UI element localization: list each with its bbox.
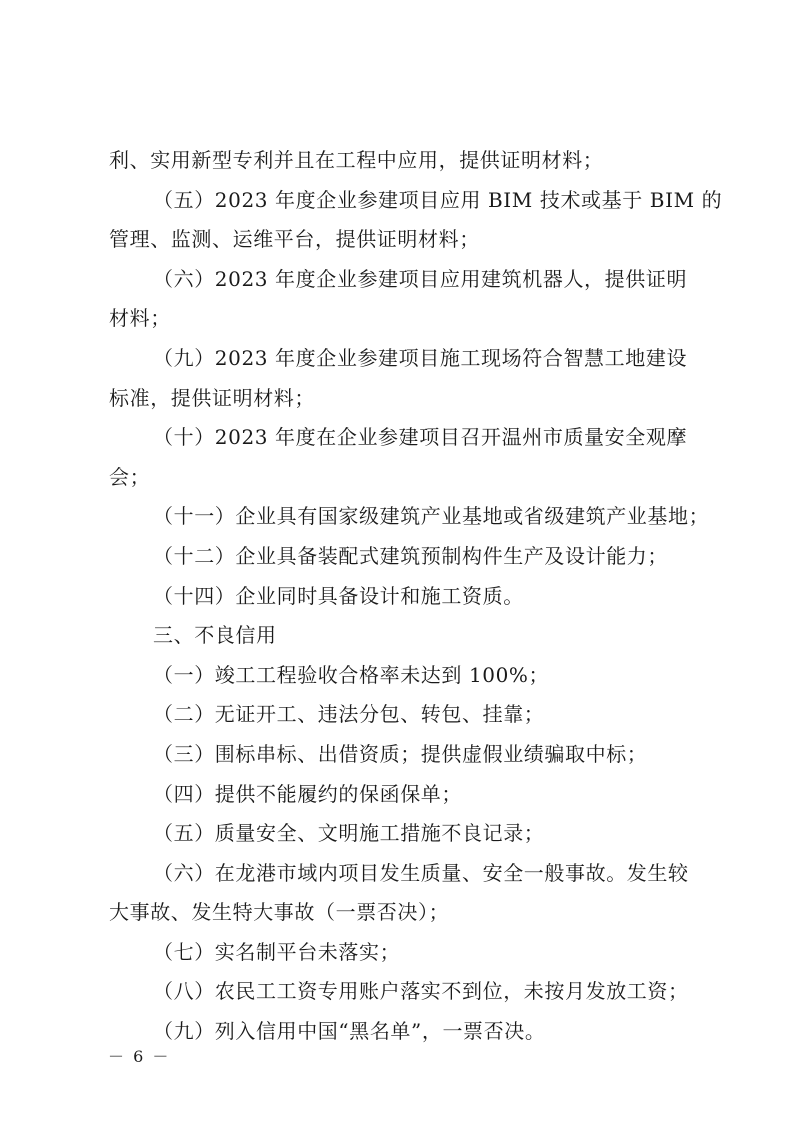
text-line-item-6-robot: （六）2023 年度企业参建项目应用建筑机器人，提供证明: [153, 266, 688, 291]
text-line-item-14-qualification: （十四）企业同时具备设计和施工资质。: [153, 583, 524, 608]
text-line-bad-credit-4: （四）提供不能履约的保函保单；: [153, 781, 462, 806]
text-line-item-5-bim: （五）2023 年度企业参建项目应用 BIM 技术或基于 BIM 的: [153, 187, 723, 212]
document-body: [109, 148, 723, 1061]
text-line-bad-credit-8: （八）农民工工资专用账户落实不到位，未按月发放工资；: [153, 979, 689, 1004]
text-line-continuation: 会；: [109, 464, 151, 489]
text-line-item-9-smart-site: （九）2023 年度企业参建项目施工现场符合智慧工地建设: [153, 345, 688, 370]
text-line-continuation: 材料；: [109, 306, 171, 331]
text-line-bad-credit-3: （三）围标串标、出借资质；提供虚假业绩骗取中标；: [153, 741, 648, 766]
text-line-bad-credit-5: （五）质量安全、文明施工措施不良记录；: [153, 821, 545, 846]
text-line-item-11-industry-base: （十一）企业具有国家级建筑产业基地或省级建筑产业基地；: [153, 504, 710, 529]
text-line-bad-credit-1: （一）竣工工程验收合格率未达到 100%；: [153, 662, 550, 687]
text-line-bad-credit-9: （九）列入信用中国“黑名单”，一票否决。: [153, 1019, 546, 1044]
text-line-continuation: 大事故、发生特大事故（一票否决）；: [109, 900, 450, 925]
text-line-bad-credit-2: （二）无证开工、违法分包、转包、挂靠；: [153, 702, 545, 727]
section-heading-bad-credit: 三、不良信用: [153, 623, 277, 648]
text-line-continuation: 管理、监测、运维平台，提供证明材料；: [109, 227, 480, 252]
page-number: － 6 －: [108, 1047, 171, 1066]
text-line-continuation: 利、实用新型专利并且在工程中应用，提供证明材料；: [109, 148, 604, 172]
text-line-bad-credit-6: （六）在龙港市域内项目发生质量、安全一般事故。发生较: [153, 860, 689, 885]
text-line-continuation: 标准，提供证明材料；: [109, 385, 315, 410]
text-line-item-10-observation: （十）2023 年度在企业参建项目召开温州市质量安全观摩: [153, 425, 688, 450]
text-line-item-12-prefab: （十二）企业具备装配式建筑预制构件生产及设计能力；: [153, 543, 668, 568]
text-line-bad-credit-7: （七）实名制平台未落实；: [153, 939, 401, 964]
